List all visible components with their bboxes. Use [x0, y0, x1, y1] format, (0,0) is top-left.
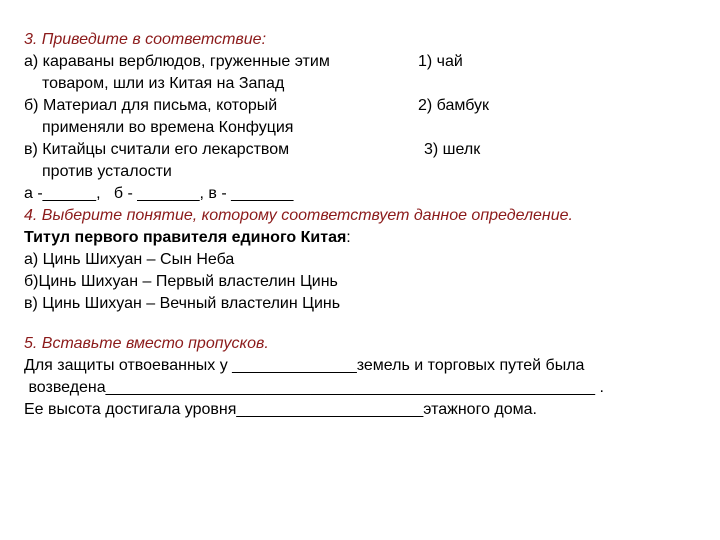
q3-item-a-line1: а) караваны верблюдов, груженные этим	[24, 53, 330, 70]
q3-item-b-line1: б) Материал для письма, который	[24, 97, 278, 114]
q4-option-a: а) Цинь Шихуан – Сын Неба	[24, 251, 235, 268]
q5-title: 5. Вставьте вместо пропусков.	[24, 335, 269, 352]
q3-item-c-line1: в) Китайцы считали его лекарством	[24, 141, 290, 158]
q3-option-1: 1) чай	[418, 53, 463, 70]
q4-option-b: б)Цинь Шихуан – Первый властелин Цинь	[24, 273, 338, 290]
q3-answer-line: а -______, б - _______, в - _______	[24, 185, 294, 202]
q3-title: 3. Приведите в соответствие:	[24, 31, 267, 48]
q3-item-a-line2: товаром, шли из Китая на Запад	[42, 75, 285, 92]
q5-line-1: Для защиты отвоеванных у ______________земель и торговых путей была	[24, 357, 585, 374]
q3-item-b-line2: применяли во времена Конфуция	[42, 119, 294, 136]
q4-term-line	[24, 228, 351, 248]
q3-option-2: 2) бамбук	[418, 97, 489, 114]
q3-item-c-line2: против усталости	[42, 163, 172, 180]
q4-term-colon: :	[346, 229, 351, 246]
q3-option-3: 3) шелк	[424, 141, 481, 158]
q4-option-c: в) Цинь Шихуан – Вечный властелин Цинь	[24, 295, 341, 312]
q4-term: Титул первого правителя единого Китая	[24, 229, 347, 246]
q5-line-3: Ее высота достигала уровня_____________________этажного дома.	[24, 401, 537, 418]
q5-line-2: возведена_______________________________________________________ .	[24, 379, 604, 396]
q4-title: 4. Выберите понятие, которому соответствует данное определение.	[24, 207, 573, 224]
